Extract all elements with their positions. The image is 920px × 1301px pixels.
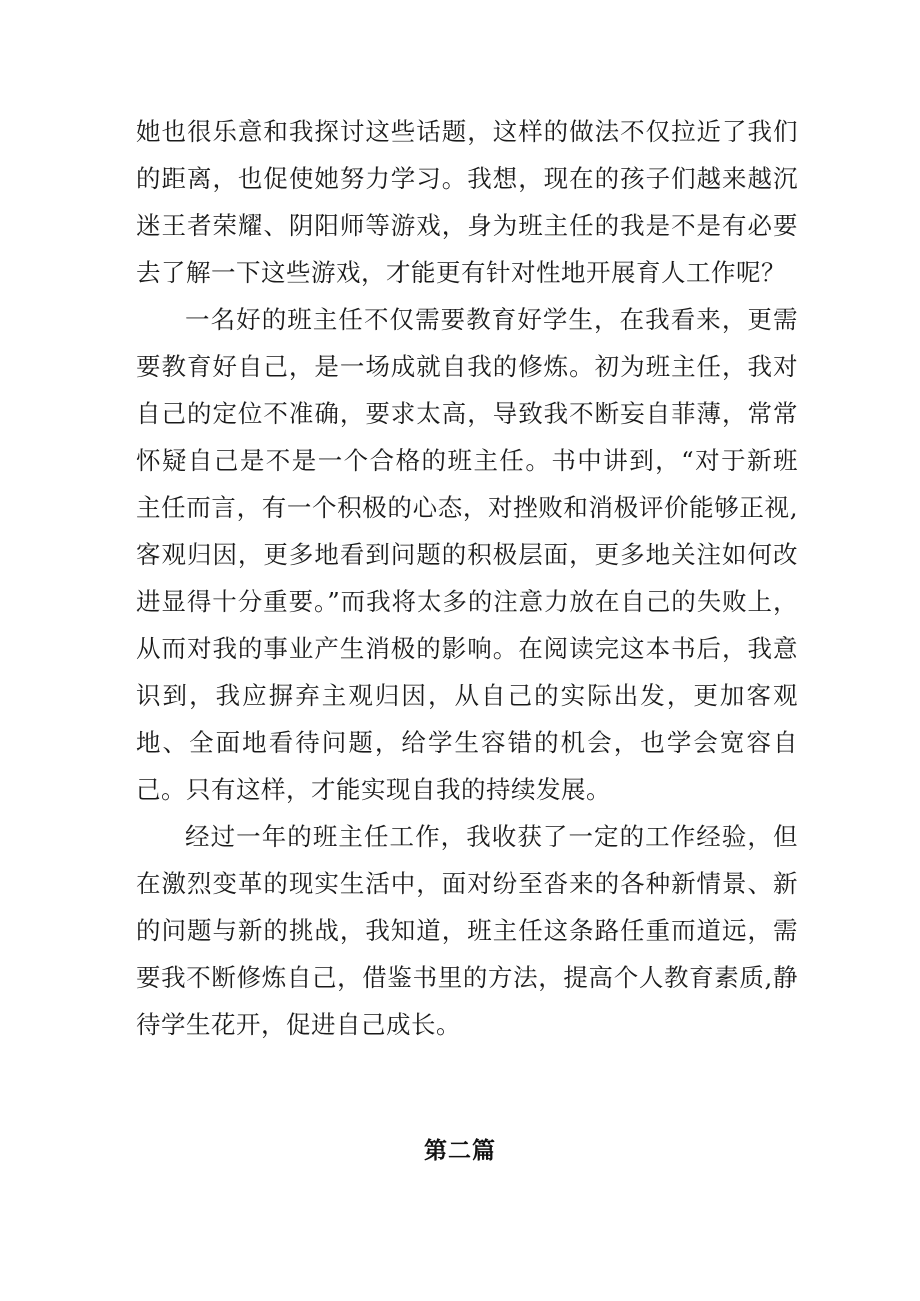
document-body xyxy=(136,108,798,1048)
paragraph-3: 经过一年的班主任工作，我收获了一定的工作经验，但在激烈变革的现实生活中，面对纷至沓来的各种新情景、新的问题与新的挑战，我知道，班主任这条路任重而道远，需要我不断修炼自己，借鉴书里的方法，提高个人教育素质,静待学生花开，促进自己成长。 xyxy=(136,822,798,1039)
paragraph-2: 一名好的班主任不仅需要教育好学生，在我看来，更需要教育好自己，是一场成就自我的修炼。初为班主任，我对自己的定位不准确，要求太高，导致我不断妄自菲薄，常常怀疑自己是不是一个合格的班主任。书中讲到，“对于新班主任而言，有一个积极的心态，对挫败和消极评价能够正视,客观归因，更多地看到问题的积极层面，更多地关注如何改进显得十分重要。”而我将太多的注意力放在自己的失败上，从而对我的事业产生消极的影响。在阅读完这本书后，我意识到，我应摒弃主观归因，从自己的实际出发，更加客观地、全面地看待问题，给学生容错的机会，也学会宽容自己。只有这样，才能实现自我的持续发展。 xyxy=(136,305,798,804)
paragraph-1: 她也很乐意和我探讨这些话题，这样的做法不仅拉近了我们的距离，也促使她努力学习。我想，现在的孩子们越来越沉迷王者荣耀、阴阳师等游戏，身为班主任的我是不是有必要去了解一下这些游戏，才能更有针对性地开展育人工作呢？ xyxy=(136,117,798,287)
section-heading: 第二篇 xyxy=(424,1138,496,1164)
